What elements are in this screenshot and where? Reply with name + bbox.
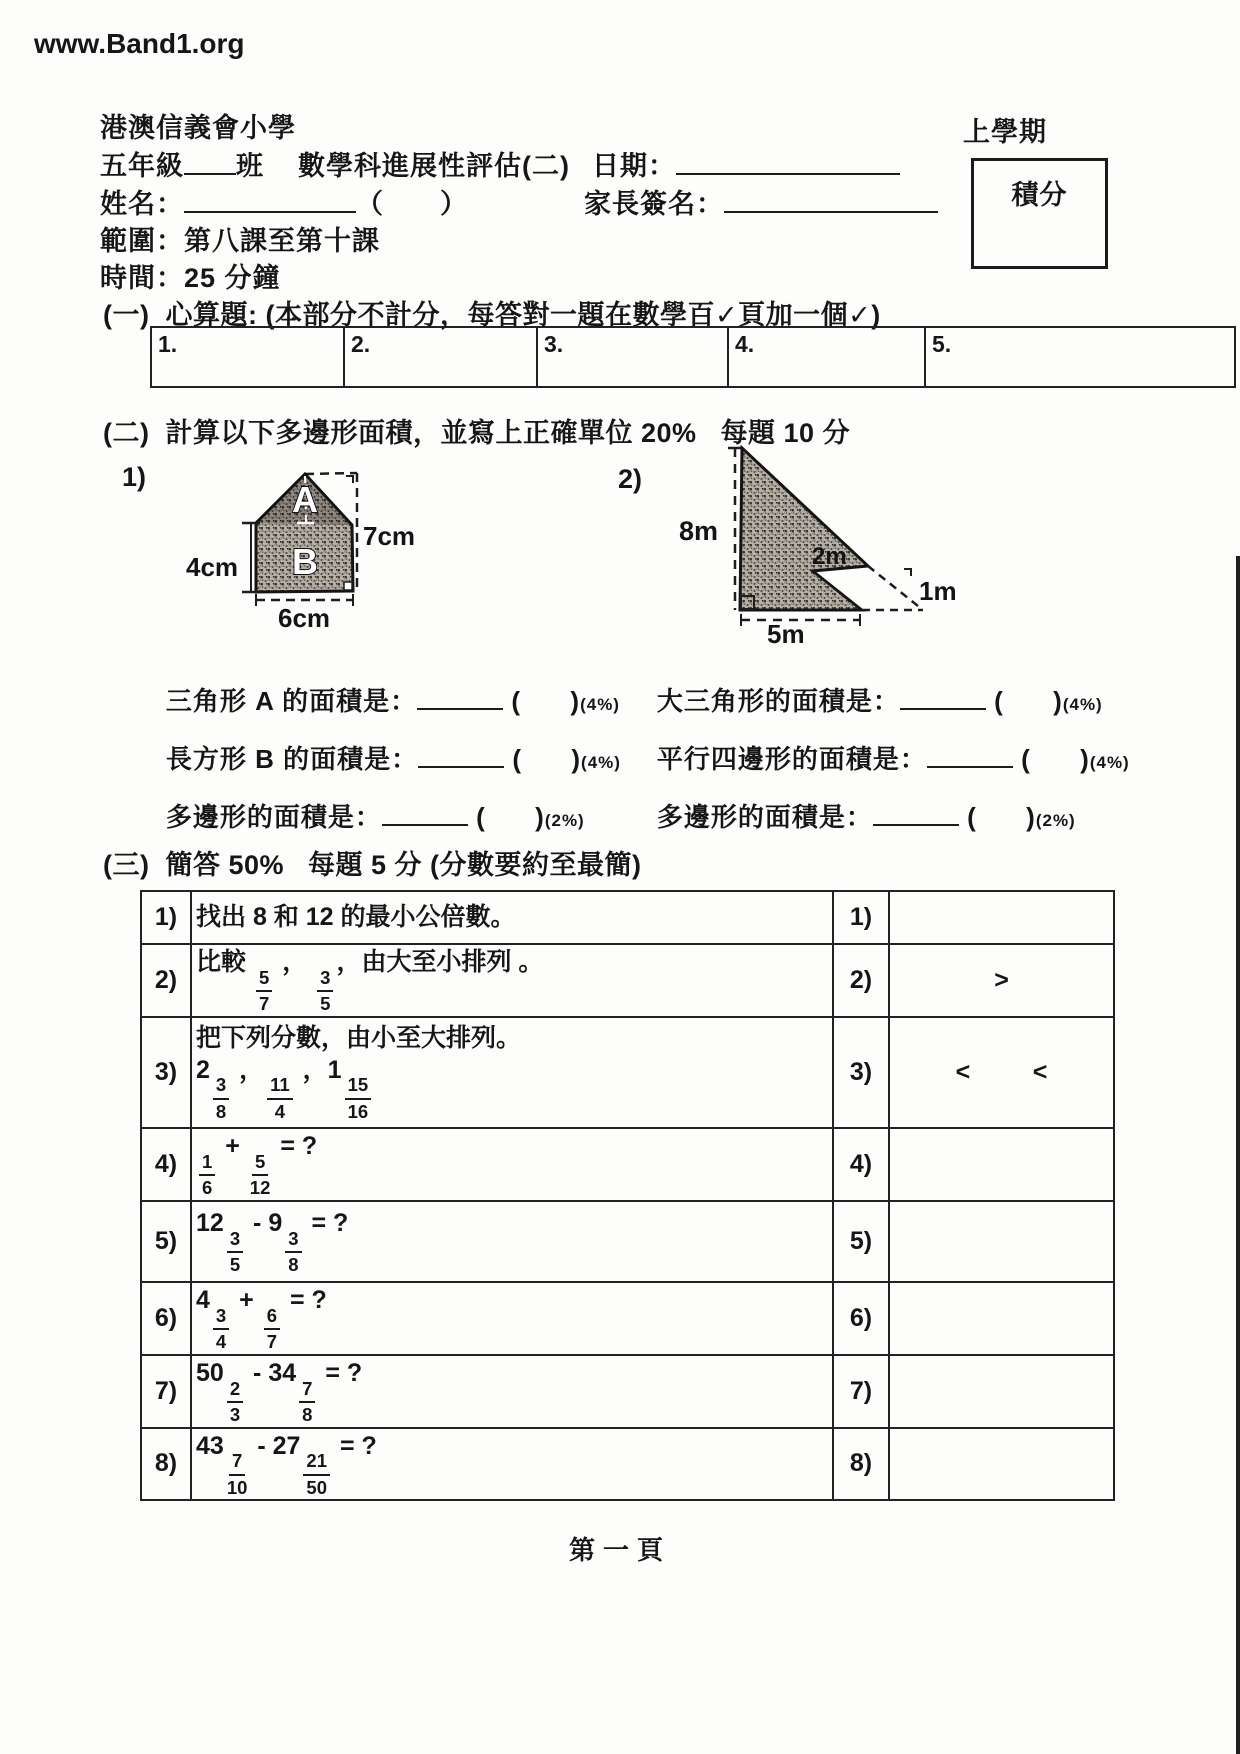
- table-row: [141, 1282, 1114, 1355]
- score-box: [971, 158, 1108, 269]
- whole-number: 1: [327, 1055, 342, 1084]
- score-box-label: 積分: [1011, 180, 1068, 210]
- answer-number: 7): [833, 1355, 889, 1428]
- answer-number: 5): [833, 1201, 889, 1282]
- answer-line-polygon-left: 多邊形的面積是： ( )(2%): [165, 802, 585, 832]
- table-row: [141, 1355, 1114, 1428]
- section3-heading: (三) 簡答 50% 每題 5 分 (分數要約至最簡): [103, 850, 642, 880]
- parent-sign-blank: [724, 188, 938, 213]
- question-text: 把下列分數，由小至大排列。 2 $\frac{3}{8}$ ， $\frac{11}{4}$ ，1 $\frac{15}{16}$: [196, 1024, 522, 1122]
- question-cell: [191, 891, 833, 944]
- fraction: $\frac{7}{10}$: [226, 1450, 248, 1498]
- dim-2m-label: 2m: [812, 543, 847, 570]
- header-line-name: [100, 182, 938, 221]
- term-label: 上學期: [963, 117, 1047, 147]
- dim-7cm-label: 7cm: [363, 521, 416, 551]
- part-a-label: A: [292, 479, 318, 520]
- question-text: 12 $\frac{3}{5}$ - 9 $\frac{3}{8}$ = ?: [196, 1208, 349, 1276]
- whole-number: 34: [268, 1358, 297, 1387]
- short-answer-table: [140, 890, 1115, 1501]
- table-row: [141, 1428, 1114, 1501]
- answer-cell: [889, 891, 1114, 944]
- dim-6cm-label: 6cm: [278, 603, 331, 633]
- dim-1m-label: 1m: [919, 576, 957, 606]
- fraction: $\frac{1}{6}$: [199, 1153, 215, 1198]
- question-text: 43 $\frac{7}{10}$ - 27 $\frac{21}{50}$ = ?: [196, 1431, 377, 1498]
- question-text: 50 $\frac{2}{3}$ - 34 $\frac{7}{8}$ = ?: [196, 1358, 363, 1425]
- answer-line-parallelogram: 平行四邊形的面積是： ( )(4%): [656, 744, 1130, 774]
- answer-blank: [382, 802, 468, 826]
- answer-line-triangle-a: 三角形 A 的面積是： ( )(4%): [165, 686, 620, 716]
- fraction: $\frac{3}{8}$: [213, 1076, 229, 1121]
- section2-heading: (二) 計算以下多邊形面積，並寫上正確單位 20% 每題 10 分: [103, 418, 851, 448]
- answer-cell: < <: [889, 1017, 1114, 1128]
- whole-number: 12: [196, 1208, 224, 1237]
- fraction: $\frac{3}{5}$: [317, 969, 333, 1014]
- answer-number: 8): [833, 1428, 889, 1501]
- date-label: 日期：: [591, 151, 676, 181]
- grade-label: 五年級: [100, 151, 184, 181]
- answer-line-big-triangle: 大三角形的面積是： ( )(4%): [656, 686, 1103, 716]
- right-angle-marker: [344, 582, 352, 590]
- question-number: 3): [141, 1017, 191, 1128]
- answer-cell: >: [889, 944, 1114, 1017]
- answer-cell: [889, 1428, 1114, 1501]
- page-number: 第一頁: [568, 1535, 671, 1565]
- fraction: $\frac{5}{7}$: [256, 969, 272, 1014]
- answer-cell: [889, 1355, 1114, 1428]
- dim-8m-label: 8m: [679, 516, 719, 546]
- question-number: 6): [141, 1282, 191, 1355]
- figure2-triangle-diagram: [655, 428, 995, 653]
- whole-number: 9: [268, 1208, 283, 1237]
- question-number: 5): [141, 1201, 191, 1282]
- class-blank: [184, 150, 236, 175]
- question-number: 8): [141, 1428, 191, 1501]
- table-row: [141, 891, 1114, 944]
- whole-number: 43: [196, 1431, 224, 1460]
- answer-number: 6): [833, 1282, 889, 1355]
- question-cell: [191, 1128, 833, 1201]
- corner-tick: [346, 476, 353, 483]
- answer-line-rectangle-b: 長方形 B 的面積是： ( )(4%): [165, 744, 621, 774]
- date-blank: [676, 150, 900, 175]
- question-text: 找出 8 和 12 的最小公倍數。: [196, 902, 516, 931]
- answer-blank: [873, 802, 959, 826]
- scan-edge-artifact: [1236, 556, 1240, 1754]
- fraction: $\frac{3}{5}$: [227, 1230, 243, 1275]
- answer-blank: [900, 686, 986, 710]
- answer-number: 2): [833, 944, 889, 1017]
- question-text: 4 $\frac{3}{4}$ + $\frac{6}{7}$ = ?: [196, 1285, 327, 1353]
- fraction: $\frac{15}{16}$: [345, 1076, 372, 1121]
- figure1-pentagon-diagram: [180, 460, 440, 640]
- table-row: [141, 944, 1114, 1017]
- answer-cell: [889, 1282, 1114, 1355]
- whole-number: 4: [196, 1285, 210, 1314]
- part-b-label: B: [292, 541, 318, 582]
- question-number: 2): [141, 944, 191, 1017]
- whole-number: 2: [196, 1055, 210, 1084]
- question-cell: [191, 1355, 833, 1428]
- question-text: $\frac{1}{6}$ + $\frac{5}{12}$ = ?: [196, 1131, 828, 1198]
- fraction: $\frac{2}{3}$: [227, 1380, 243, 1425]
- figure1-label: 1): [122, 462, 147, 492]
- answer-number: 4): [833, 1128, 889, 1201]
- dim-4cm-label: 4cm: [186, 552, 239, 582]
- fraction: $\frac{3}{8}$: [285, 1230, 301, 1275]
- question-number: 4): [141, 1128, 191, 1201]
- answer-line-polygon-right: 多邊形的面積是： ( )(2%): [656, 802, 1076, 832]
- watermark-url: www.Band1.org: [34, 28, 245, 59]
- parent-sign-label: 家長簽名：: [584, 189, 724, 219]
- answer-number: 1): [833, 891, 889, 944]
- question-cell: [191, 1282, 833, 1355]
- answer-cell: [889, 1128, 1114, 1201]
- answer-blank: [418, 744, 504, 768]
- whole-number: 50: [196, 1358, 224, 1387]
- name-label: 姓名：: [100, 189, 184, 219]
- mental-math-cell: 4.: [729, 328, 926, 386]
- fraction: $\frac{5}{12}$: [249, 1150, 271, 1199]
- table-row: [141, 1017, 1114, 1128]
- mental-math-cell: 2.: [345, 328, 538, 386]
- fraction: $\frac{6}{7}$: [264, 1307, 280, 1352]
- class-suffix: 班: [236, 151, 264, 181]
- school-name: 港澳信義會小學: [100, 113, 296, 143]
- question-cell: [191, 944, 833, 1017]
- fraction: $\frac{3}{4}$: [213, 1307, 229, 1352]
- mental-math-cell: 1.: [152, 328, 345, 386]
- fraction: $\frac{21}{50}$: [303, 1452, 330, 1497]
- question-number: 7): [141, 1355, 191, 1428]
- answer-cell: [889, 1201, 1114, 1282]
- mental-math-cell: 3.: [538, 328, 729, 386]
- figure2-label: 2): [618, 464, 643, 494]
- whole-number: 27: [272, 1431, 301, 1460]
- corner-tick: [904, 569, 911, 576]
- name-blank: [184, 188, 356, 213]
- question-number: 1): [141, 891, 191, 944]
- section1-heading: (一) 心算題: (本部分不計分，每答對一題在數學百✓頁加一個✓): [103, 300, 881, 330]
- question-text: 比較 $\frac{5}{7}$ ， $\frac{3}{5}$ ，由大至小排列 。: [196, 948, 544, 1015]
- question-cell: [191, 1017, 833, 1128]
- dim-5m-label: 5m: [767, 619, 805, 649]
- mental-math-table: [150, 326, 1236, 388]
- question-cell: [191, 1428, 833, 1501]
- fraction: $\frac{7}{8}$: [299, 1380, 315, 1425]
- question-cell: [191, 1201, 833, 1282]
- answer-blank: [927, 744, 1013, 768]
- scope-line: 範圍：第八課至第十課: [100, 226, 380, 256]
- name-paren: （ ）: [356, 189, 468, 219]
- fraction: $\frac{11}{4}$: [267, 1076, 293, 1121]
- table-row: [141, 1201, 1114, 1282]
- header-line-grade: [100, 144, 900, 183]
- time-line: 時間：25 分鐘: [100, 263, 281, 293]
- table-row: [141, 1128, 1114, 1201]
- answer-number: 3): [833, 1017, 889, 1128]
- mental-math-cell: 5.: [932, 331, 952, 357]
- answer-blank: [417, 686, 503, 710]
- dashed-top-line: [305, 473, 357, 474]
- subject-title: 數學科進展性評估(二): [298, 151, 570, 181]
